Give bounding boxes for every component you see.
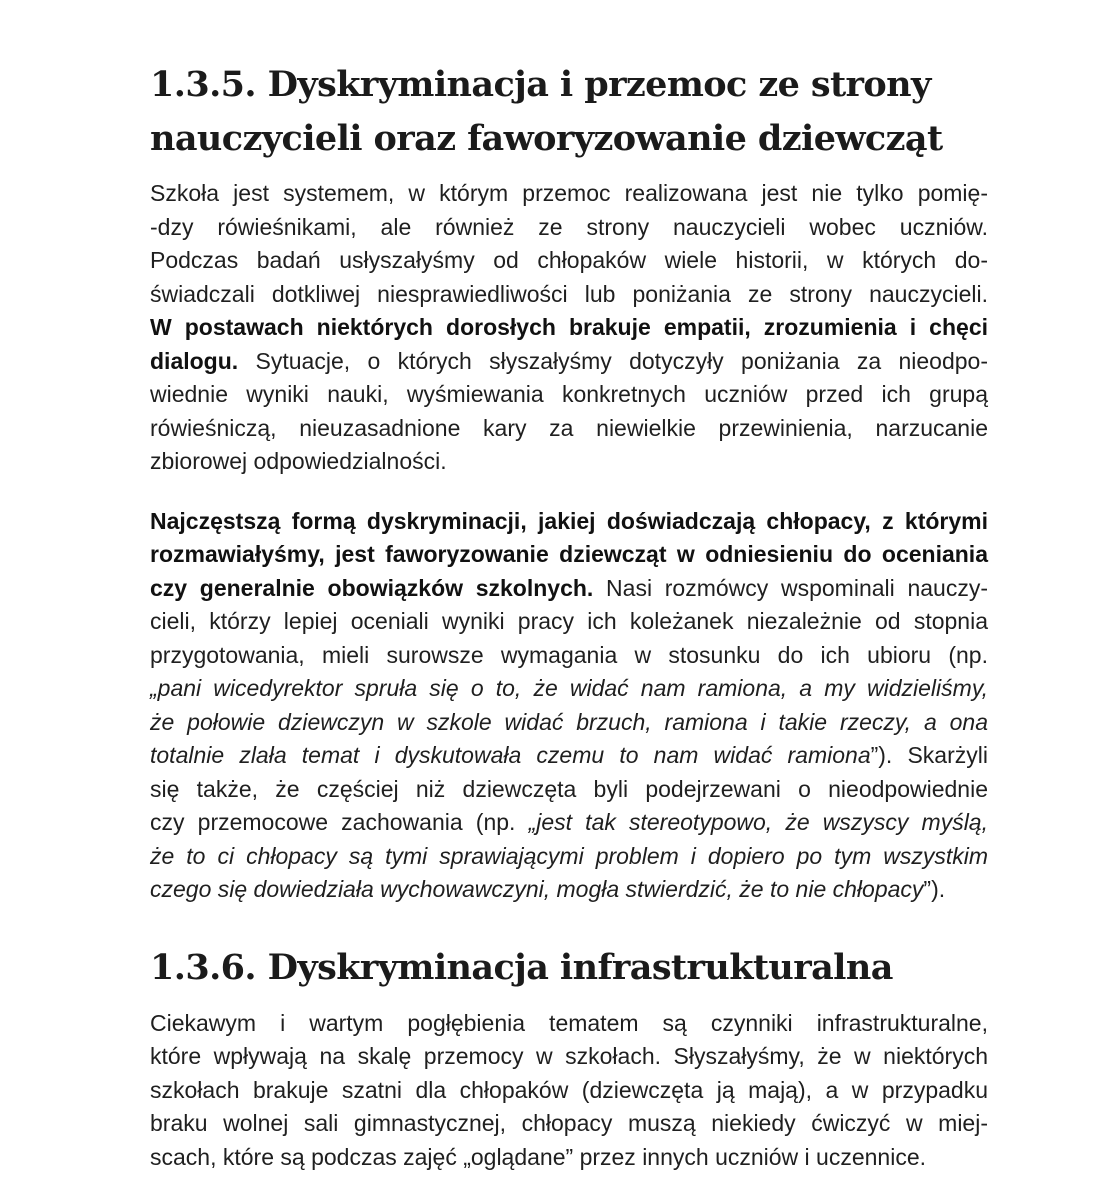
quote-text: totalnie zlała temat i dyskutowała czemu to nam widać ramiona (150, 742, 871, 768)
text-line (150, 706, 988, 740)
paragraph-favoritism (150, 505, 988, 907)
bold-emphasis: dialogu. (150, 347, 239, 374)
heading-line: 1.3.6. Dyskryminacja infrastrukturalna (150, 946, 893, 988)
text-line: wiednie wyniki nauki, wyśmiewania konkretnych uczniów przed ich grupą (150, 381, 988, 407)
bold-emphasis: czy generalnie obowiązków szkolnych. (150, 574, 594, 601)
heading-line: nauczycieli oraz faworyzowanie dziewcząt (150, 118, 943, 159)
text-line (150, 311, 988, 345)
text-line: Ciekawym i wartym pogłębienia tematem są czynniki infrastrukturalne, (150, 1009, 988, 1036)
text-line (150, 739, 988, 773)
section-heading-1-3-6 (150, 941, 988, 995)
quote-text: czego się dowiedziała wychowawczyni, mogła stwierdzić, że to nie chłopacy (150, 876, 924, 902)
text-line (150, 873, 988, 907)
text-line: świadczali dotkliwej niesprawiedliwości lub poniżania ze strony nauczycieli. (150, 280, 988, 307)
text-line (150, 672, 988, 706)
text-run: czy przemocowe zachowania (np. (150, 809, 529, 835)
text-line: które wpływają na skalę przemocy w szkołach. Słyszałyśmy, że w niektórych (150, 1043, 988, 1069)
quote-text: że połowie dziewczyn w szkole widać brzuch, ramiona i takie rzeczy, a ona (150, 708, 988, 735)
text-run: ”). Skarżyli (870, 742, 988, 768)
text-line: rówieśniczą, nieuzasadnione kary za niewielkie przewinienia, narzucanie (150, 414, 988, 441)
bold-emphasis: rozmawiałyśmy, jest faworyzowanie dziewcząt w odniesieniu do oceniania (150, 541, 988, 567)
text-line: Szkoła jest systemem, w którym przemoc realizowana jest nie tylko pomię- (150, 180, 988, 206)
section-heading-1-3-5 (150, 58, 988, 166)
bold-emphasis: W postawach niektórych dorosłych brakuje empatii, zrozumienia i chęci (150, 314, 988, 340)
text-line: cieli, którzy lepiej oceniali wyniki pracy ich koleżanek niezależnie od stopnia (150, 608, 988, 634)
text-line: się także, że częściej niż dziewczęta byli podejrzewani o nieodpowiednie (150, 775, 988, 802)
text-line: Podczas badań usłyszałyśmy od chłopaków wiele historii, w których do- (150, 247, 988, 273)
text-line (150, 538, 988, 572)
paragraph-infrastructure (150, 1007, 988, 1175)
heading-line: 1.3.5. Dyskryminacja i przemoc ze strony (150, 64, 931, 105)
text-run: Nasi rozmówcy wspominali nauczy- (593, 574, 989, 601)
text-line: szkołach brakuje szatni dla chłopaków (dziewczęta ją mają), a w przypadku (150, 1076, 988, 1103)
text-line (150, 840, 988, 874)
text-line: braku wolnej sali gimnastycznej, chłopacy muszą niekiedy ćwiczyć w miej- (150, 1110, 988, 1136)
text-line: scach, które są podczas zajęć „oglądane” przez innych uczniów i uczennice. (150, 1143, 927, 1170)
text-line: przygotowania, mieli surowsze wymagania w stosunku do ich ubioru (np. (150, 641, 988, 668)
text-line: zbiorowej odpowiedzialności. (150, 448, 447, 474)
text-line: -dzy rówieśnikami, ale również ze strony nauczycieli wobec uczniów. (150, 213, 988, 240)
text-line (150, 505, 988, 539)
bold-emphasis: Najczęstszą formą dyskryminacji, jakiej doświadczają chłopacy, z którymi (150, 507, 988, 534)
text-line (150, 572, 988, 606)
text-line (150, 806, 988, 840)
quote-text: „jest tak stereotypowo, że wszyscy myślą, (528, 809, 988, 835)
quote-text: że to ci chłopacy są tymi sprawiającymi problem i dopiero po tym wszystkim (150, 842, 988, 869)
text-run: Sytuacje, o których słyszałyśmy dotyczyły poniżania za nieodpo- (238, 347, 988, 374)
text-run: ”). (923, 876, 946, 902)
paragraph-teacher-violence (150, 177, 988, 479)
document-page (150, 58, 988, 1174)
quote-text: „pani wicedyrektor spruła się o to, że widać nam ramiona, a my widzieliśmy, (150, 675, 988, 701)
text-line (150, 345, 988, 379)
